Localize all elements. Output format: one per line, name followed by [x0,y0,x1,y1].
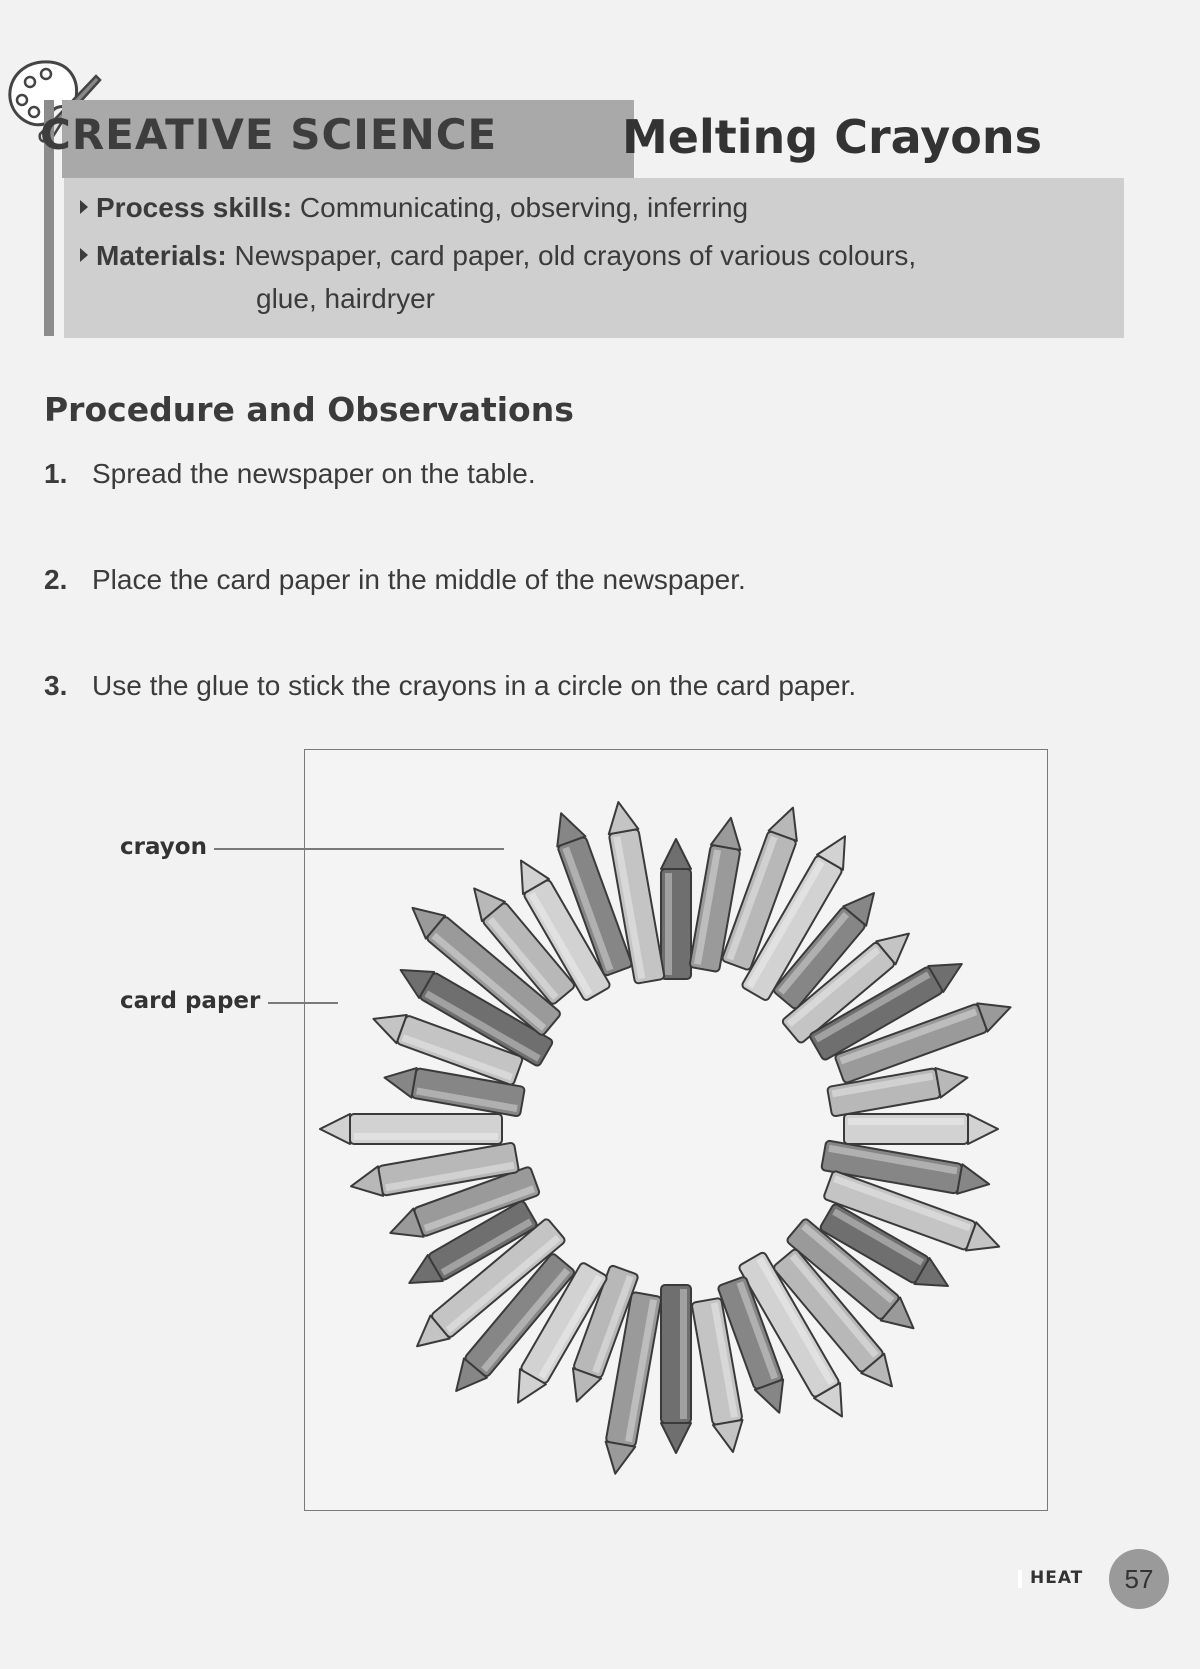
footer-section-name: HEAT [1030,1568,1084,1588]
footer-divider [1018,1570,1022,1588]
callout-card-paper: card paper [120,988,261,1014]
step-3 [44,670,856,702]
step-number: 3. [44,670,68,701]
step-number: 2. [44,564,68,595]
step-text: Place the card paper in the middle of the newspaper. [92,564,746,595]
materials-value-line2: glue, hairdryer [256,283,435,314]
materials-label: Materials: [96,240,227,271]
activity-title: Melting Crayons [622,110,1042,164]
crayon [320,1114,502,1144]
crayon [844,1114,998,1144]
step-1 [44,458,536,490]
process-skills-label: Process skills: [96,192,293,223]
callout-crayon-line [214,848,504,850]
crayon [661,1285,691,1453]
process-skills-row [80,192,748,224]
section-heading: Procedure and Observations [44,390,574,429]
step-2 [44,564,746,596]
crayon [661,839,691,979]
page-number: 57 [1109,1549,1169,1609]
callout-card-paper-line [268,1002,338,1004]
triangle-bullet-icon [80,248,88,262]
step-text: Spread the newspaper on the table. [92,458,536,489]
step-text: Use the glue to stick the crayons in a circle on the card paper. [92,670,857,701]
category-title: CREATIVE SCIENCE [40,110,498,159]
step-number: 1. [44,458,68,489]
materials-row [80,240,916,272]
callout-crayon: crayon [120,834,207,860]
crayon-ring-illustration [304,749,1048,1511]
triangle-bullet-icon [80,200,88,214]
process-skills-value: Communicating, observing, inferring [299,192,749,223]
materials-value-line1: Newspaper, card paper, old crayons of various colours, [234,240,917,271]
